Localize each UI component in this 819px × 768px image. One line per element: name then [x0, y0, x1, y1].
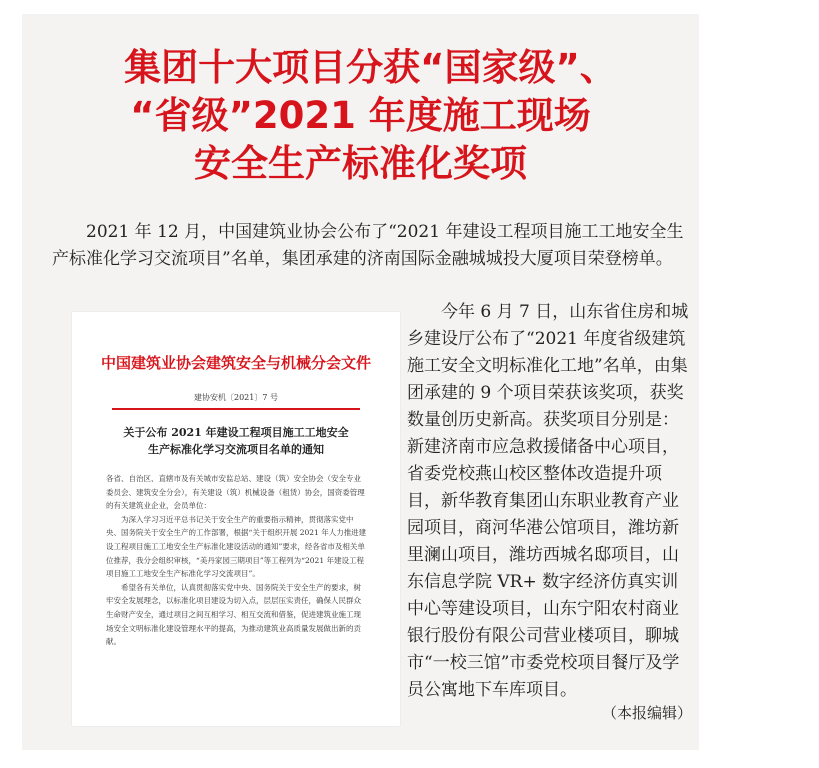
- document-title-line-1: 关于公布 2021 年建设工程项目施工工地安全: [123, 426, 349, 439]
- headline-line-2: “省级”2021 年度施工现场: [130, 94, 591, 137]
- document-paragraph-2: 希望各有关单位，认真贯彻落实党中央、国务院关于安全生产的要求，树牢安全发展理念，以标准化项目建设为切入点，层层压实责任，确保人民群众生命财产安全，通过项目之间互相学习、相互交流和借鉴，促进建筑业施工现场安全文明标准化建设管理水平的提高，为推动建筑业高质量发展做出新的贡献。: [106, 582, 361, 647]
- document-divider: [112, 408, 360, 410]
- newspaper-page: [22, 14, 699, 750]
- editor-credit: （本报编辑）: [601, 704, 692, 722]
- document-title-line-2: 生产标准化学习交流项目名单的通知: [148, 443, 324, 456]
- document-body: [106, 472, 368, 649]
- lead-paragraph: 2021 年 12 月，中国建筑业协会公布了“2021 年建设工程项目施工工地安全生产标准化学习交流项目”名单，集团承建的济南国际金融城城投大厦项目荣登榜单。: [52, 222, 684, 269]
- body-paragraph: 今年 6 月 7 日，山东省住房和城乡建设厅公布了“2021 年度省级建筑施工安全文明标准化工地”名单，由集团承建的 9 个项目荣获该奖项，获奖数量创历史新高。获奖项目分别是：新建济南市应急救援储备中心项目，省委党校燕山校区整体改造提升项目，新华教育集团山东职业教育产业园项目，商河华港公馆项目，潍坊新里澜山项目，潍坊西城名邸项目，山东信息学院 VR+ 数字经济仿真实训中心等建设项目，山东宁阳农村商业银行股份有限公司营业楼项目，聊城市“一校三馆”市委党校项目餐厅及学员公寓地下车库项目。: [407, 302, 689, 700]
- document-issuer: 中国建筑业协会建筑安全与机械分会文件: [100, 354, 371, 372]
- document-number: 建协安机〔2021〕7 号: [194, 393, 278, 402]
- document-paragraph-1: 为深入学习习近平总书记关于安全生产的重要指示精神，贯彻落实党中央、国务院关于安全生产的工作部署，根据“关于组织开展 2021 年人力推进建设工程项目施工工地安全生产标准化建设活动的通知”要求，经各省市及相关单位推荐，我分会组织审核，“美丹家园三期项目”等工程列为“2021 年建设工程项目施工工地安全生产标准化学习交流项目”。: [106, 514, 367, 579]
- headline-line-1: 集团十大项目分获“国家级”、: [124, 46, 617, 89]
- document-salutation: 各省、自治区、直辖市及有关城市安监总站、建设（筑）安全协会（安全专业委员会、建筑安全分会），有关建设（筑）机械设备（租赁）协会，国资委管理的有关建筑业企业，会员单位：: [106, 474, 365, 511]
- document-image: [72, 312, 400, 726]
- headline: [22, 44, 699, 188]
- headline-line-3: 安全生产标准化奖项: [194, 142, 527, 185]
- document-title: [102, 424, 370, 458]
